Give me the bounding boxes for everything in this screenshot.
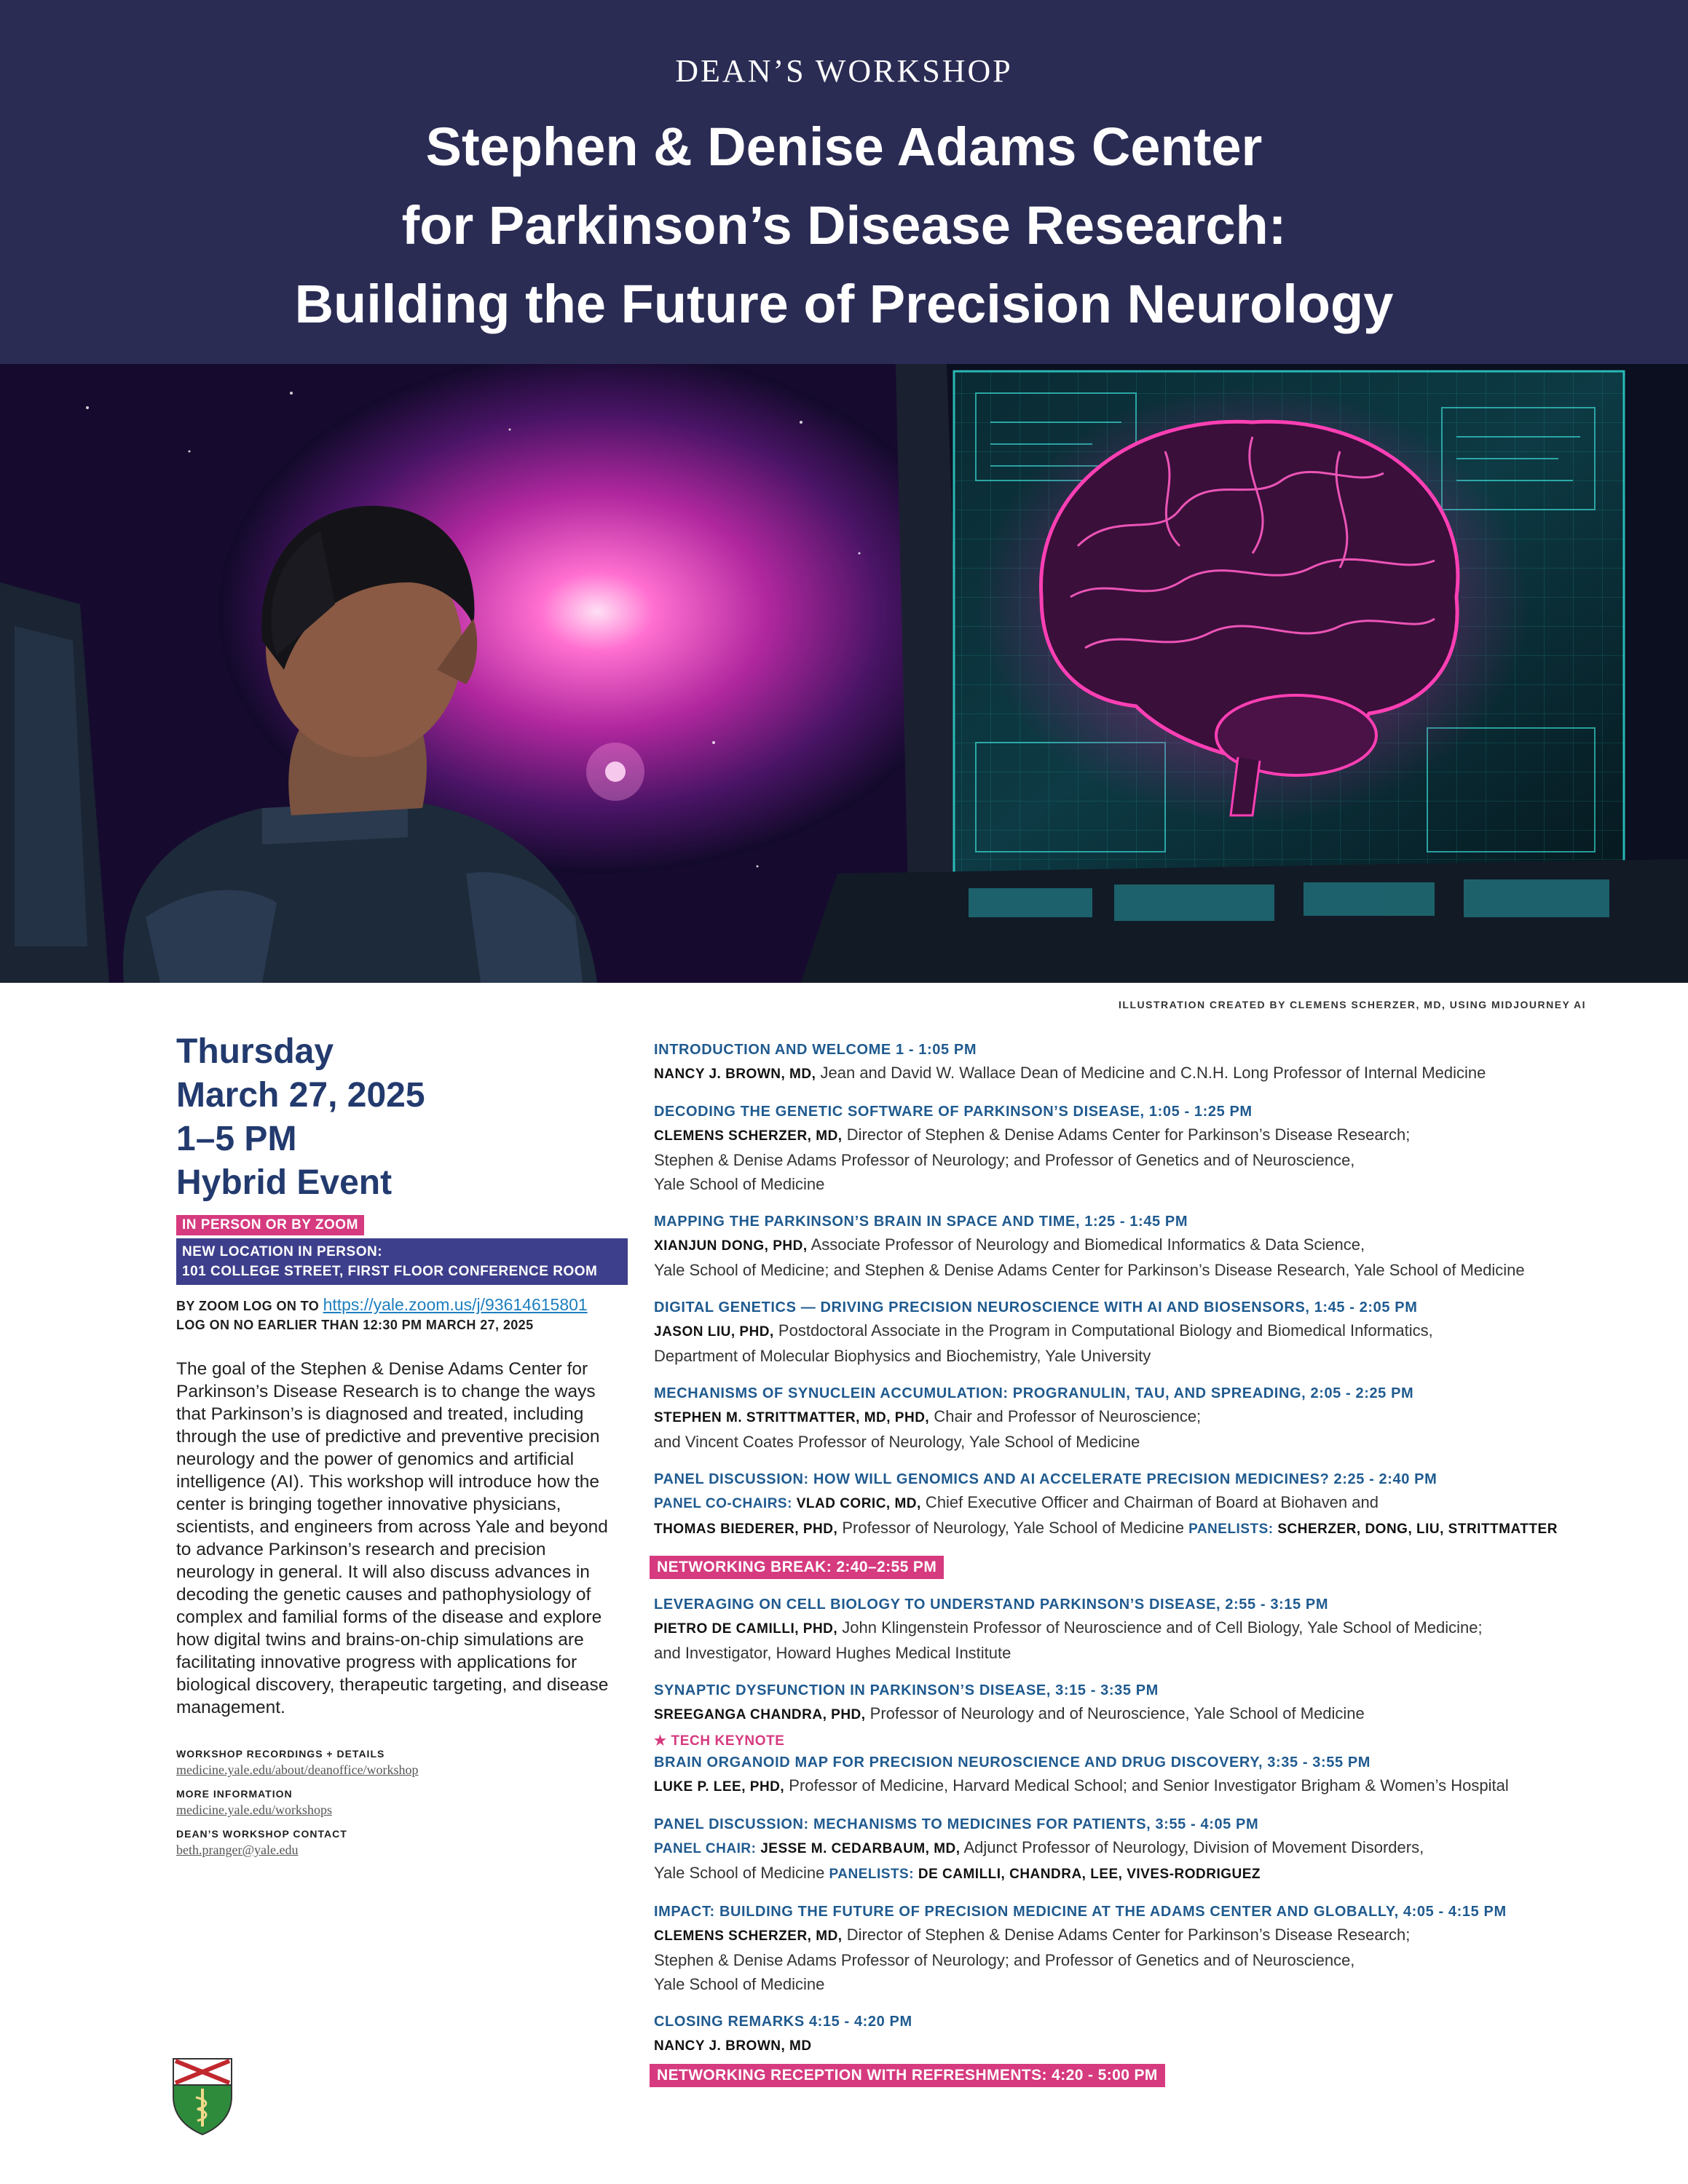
speaker-desc: John Klingenstein Professor of Neuroscience and of Cell Biology, Yale School of Medicine; <box>837 1618 1483 1637</box>
speaker-desc: and Investigator, Howard Hughes Medical Institute <box>654 1644 1011 1662</box>
page-title <box>0 108 1688 344</box>
more-info-link[interactable]: medicine.yale.edu/workshops <box>176 1803 332 1817</box>
zoom-label: BY ZOOM LOG ON TO <box>176 1299 320 1313</box>
session-title: PANEL DISCUSSION: HOW WILL GENOMICS AND AI ACCELERATE PRECISION MEDICINES? 2:25 - 2:40 PM <box>654 1471 1437 1487</box>
agenda-column <box>654 1039 1666 2102</box>
hero-illustration <box>0 364 1688 983</box>
agenda-item-closing <box>654 2011 1666 2058</box>
illustration-credit: ILLUSTRATION CREATED BY CLEMENS SCHERZER, MD, USING MIDJOURNEY AI <box>1119 999 1586 1010</box>
illustration-svg <box>0 364 1688 983</box>
zoom-note: LOG ON NO EARLIER THAN 12:30 PM MARCH 27, 2025 <box>176 1318 534 1332</box>
panel-cochairs-label: PANEL CO-CHAIRS: <box>654 1496 792 1511</box>
date-block <box>176 1030 628 1205</box>
speaker-desc: Professor of Neurology, Yale School of Medicine <box>837 1519 1189 1537</box>
location-tag <box>176 1238 628 1285</box>
recordings-link[interactable]: medicine.yale.edu/about/deanoffice/workshop <box>176 1762 419 1777</box>
speaker-name: CLEMENS SCHERZER, MD, <box>654 1128 843 1144</box>
speaker-desc: Postdoctoral Associate in the Program in Computational Biology and Biomedical Informatics, <box>773 1321 1433 1340</box>
panelists-label: PANELISTS: <box>1188 1522 1274 1537</box>
speaker-name: XIANJUN DONG, PHD, <box>654 1238 808 1254</box>
speaker-name: PIETRO DE CAMILLI, PHD, <box>654 1621 838 1637</box>
session-title: CLOSING REMARKS 4:15 - 4:20 PM <box>654 2014 912 2030</box>
session-title: INTRODUCTION AND WELCOME 1 - 1:05 PM <box>654 1042 977 1058</box>
event-time: 1–5 PM <box>176 1120 297 1158</box>
star-icon: ★ <box>654 1733 671 1749</box>
speaker-name: SREEGANGA CHANDRA, PHD, <box>654 1707 866 1722</box>
event-day: Thursday <box>176 1032 334 1071</box>
session-title: MAPPING THE PARKINSON’S BRAIN IN SPACE AND TIME, 1:25 - 1:45 PM <box>654 1214 1188 1230</box>
speaker-name: STEPHEN M. STRITTMATTER, MD, PHD, <box>654 1410 930 1425</box>
speaker-name: VLAD CORIC, MD, <box>792 1496 921 1511</box>
workshop-description: The goal of the Stephen & Denise Adams Center for Parkinson’s Disease Research is to change the ways that Parkinson’s is diagnosed and treated, including through the use of predictive and preventive precision neurology and the power of genomics and artificial intelligence (AI). This workshop will introduce how the center is bringing together innovative physicians, scientists, and engineers from across Yale and beyond to advance Parkinson’s research and precision neurology in general. It will also discuss advances in decoding the genetic causes and pathophysiology of complex and familial forms of the disease and explore how digital twins and brains-on-chip simulations are facilitating innovative progress with applications for biological discovery, therapeutic targeting, and disease management. <box>176 1359 609 1717</box>
speaker-desc: Stephen & Denise Adams Professor of Neurology; and Professor of Genetics and of Neuroscience, <box>654 1951 1355 1969</box>
speaker-desc: Associate Professor of Neurology and Biomedical Informatics & Data Science, <box>807 1235 1365 1254</box>
location-line-1: NEW LOCATION IN PERSON: <box>182 1244 383 1259</box>
speaker-desc: Chief Executive Officer and Chairman of Board at Biohaven and <box>920 1493 1379 1511</box>
speaker-name: NANCY J. BROWN, MD, <box>654 1067 816 1082</box>
speaker-name: JASON LIU, PHD, <box>654 1324 774 1340</box>
recordings-label: WORKSHOP RECORDINGS + DETAILS <box>176 1748 385 1760</box>
agenda-item-intro <box>654 1039 1666 1086</box>
session-title: BRAIN ORGANOID MAP FOR PRECISION NEUROSCIENCE AND DRUG DISCOVERY, 3:35 - 3:55 PM <box>654 1754 1371 1770</box>
panel-chair-label: PANEL CHAIR: <box>654 1841 757 1856</box>
networking-reception-badge: NETWORKING RECEPTION WITH REFRESHMENTS: 4:20 - 5:00 PM <box>650 2064 1165 2087</box>
agenda-item-panel-1 <box>654 1468 1666 1541</box>
title-line-2: for Parkinson’s Disease Research: <box>401 195 1287 256</box>
speaker-desc: Director of Stephen & Denise Adams Center for Parkinson’s Disease Research; <box>842 1125 1411 1144</box>
speaker-desc: Jean and David W. Wallace Dean of Medicine and C.N.H. Long Professor of Internal Medicine <box>816 1064 1486 1082</box>
tech-keynote-label: ★ TECH KEYNOTE <box>654 1733 785 1749</box>
session-title: LEVERAGING ON CELL BIOLOGY TO UNDERSTAND PARKINSON’S DISEASE, 2:55 - 3:15 PM <box>654 1597 1329 1613</box>
speaker-name: CLEMENS SCHERZER, MD, <box>654 1928 843 1944</box>
speaker-desc: and Vincent Coates Professor of Neurology, Yale School of Medicine <box>654 1433 1140 1451</box>
session-title: SYNAPTIC DYSFUNCTION IN PARKINSON’S DISEASE, 3:15 - 3:35 PM <box>654 1682 1159 1698</box>
location-line-2: 101 COLLEGE STREET, FIRST FLOOR CONFERENCE ROOM <box>182 1264 598 1279</box>
speaker-name: NANCY J. BROWN, MD <box>654 2038 812 2054</box>
networking-break-badge: NETWORKING BREAK: 2:40–2:55 PM <box>650 1556 944 1579</box>
speaker-name: JESSE M. CEDARBAUM, MD, <box>756 1841 961 1856</box>
speaker-desc: Chair and Professor of Neuroscience; <box>929 1407 1202 1425</box>
agenda-item-synuclein <box>654 1382 1666 1454</box>
speaker-desc: Professor of Medicine, Harvard Medical School; and Senior Investigator Brigham & Women’s Hospital <box>784 1776 1509 1795</box>
more-info-label: MORE INFORMATION <box>176 1788 293 1800</box>
session-title: DECODING THE GENETIC SOFTWARE OF PARKINSON’S DISEASE, 1:05 - 1:25 PM <box>654 1104 1253 1120</box>
speaker-desc: Yale School of Medicine <box>654 1864 829 1882</box>
speaker-desc: Adjunct Professor of Neurology, Division of Movement Disorders, <box>960 1838 1424 1856</box>
session-title: MECHANISMS OF SYNUCLEIN ACCUMULATION: PROGRANULIN, TAU, AND SPREADING, 2:05 - 2:25 PM <box>654 1385 1414 1401</box>
agenda-item-mapping <box>654 1211 1666 1282</box>
title-line-3: Building the Future of Precision Neurology <box>294 274 1394 334</box>
speaker-desc: Professor of Neurology and of Neuroscience, Yale School of Medicine <box>865 1704 1365 1722</box>
header-banner <box>0 0 1688 364</box>
speaker-desc: Department of Molecular Biophysics and Biochemistry, Yale University <box>654 1347 1151 1365</box>
speaker-name: THOMAS BIEDERER, PHD, <box>654 1522 838 1537</box>
event-date: March 27, 2025 <box>176 1076 425 1115</box>
zoom-info <box>176 1295 628 1315</box>
speaker-desc: Director of Stephen & Denise Adams Center for Parkinson’s Disease Research; <box>842 1926 1411 1944</box>
info-links <box>176 1748 628 1858</box>
speaker-desc: Yale School of Medicine; and Stephen & Denise Adams Center for Parkinson’s Disease Research, Yale School of Medicine <box>654 1261 1525 1279</box>
panelists-label: PANELISTS: <box>829 1867 915 1882</box>
event-details-column <box>176 1030 628 1858</box>
event-format: Hybrid Event <box>176 1163 393 1202</box>
session-title: DIGITAL GENETICS — DRIVING PRECISION NEUROSCIENCE WITH AI AND BIOSENSORS, 1:45 - 2:05 PM <box>654 1299 1418 1315</box>
agenda-item-organoid <box>654 1731 1666 1799</box>
agenda-item-impact <box>654 1901 1666 1996</box>
session-title: IMPACT: BUILDING THE FUTURE OF PRECISION MEDICINE AT THE ADAMS CENTER AND GLOBALLY, 4:05 - 4:15 PM <box>654 1904 1507 1920</box>
speaker-name: LUKE P. LEE, PHD, <box>654 1779 785 1795</box>
speaker-desc: Stephen & Denise Adams Professor of Neurology; and Professor of Genetics and of Neuroscience, <box>654 1151 1355 1169</box>
panelists-names: DE CAMILLI, CHANDRA, LEE, VIVES-RODRIGUEZ <box>914 1867 1261 1882</box>
attendance-tag: IN PERSON OR BY ZOOM <box>176 1215 364 1235</box>
speaker-desc: Yale School of Medicine <box>654 1175 825 1193</box>
workshop-kicker: DEAN’S WORKSHOP <box>675 53 1013 89</box>
title-line-1: Stephen & Denise Adams Center <box>425 116 1263 177</box>
agenda-item-panel-2 <box>654 1813 1666 1886</box>
contact-email-link[interactable]: beth.pranger@yale.edu <box>176 1843 299 1857</box>
agenda-item-cell-biology <box>654 1594 1666 1665</box>
agenda-item-digital-genetics <box>654 1297 1666 1368</box>
panelists-names: SCHERZER, DONG, LIU, STRITTMATTER <box>1273 1522 1558 1537</box>
contact-label: DEAN’S WORKSHOP CONTACT <box>176 1828 347 1840</box>
session-title: PANEL DISCUSSION: MECHANISMS TO MEDICINES FOR PATIENTS, 3:55 - 4:05 PM <box>654 1816 1259 1832</box>
agenda-item-decoding <box>654 1101 1666 1196</box>
speaker-desc: Yale School of Medicine <box>654 1975 825 1993</box>
agenda-item-synaptic <box>654 1679 1666 1727</box>
zoom-link[interactable]: https://yale.zoom.us/j/93614615801 <box>323 1295 588 1314</box>
yale-medicine-shield-icon <box>171 2057 234 2137</box>
